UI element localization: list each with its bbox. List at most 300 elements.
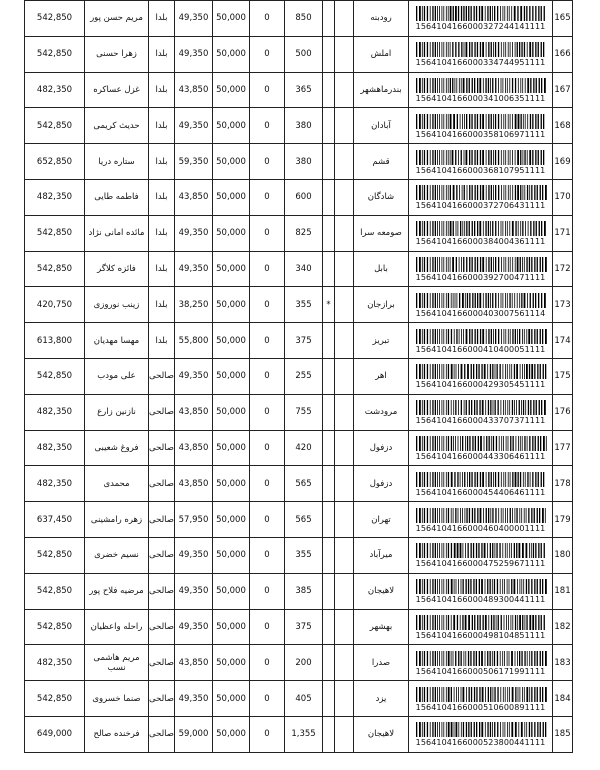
destination-city-cell: شادگان (354, 179, 409, 215)
distance-cell: 755 (285, 394, 323, 430)
total-amount-cell: 420,750 (25, 287, 85, 323)
sender-cell: صالحی (149, 716, 175, 752)
table-row (25, 179, 573, 215)
extra-amount-cell: 0 (250, 502, 285, 538)
base-amount-cell: 50,000 (213, 1, 250, 37)
distance-cell: 375 (285, 609, 323, 645)
row-number-cell: 171 (553, 215, 573, 251)
row-number-cell: 182 (553, 609, 573, 645)
sender-cell: بلدا (149, 179, 175, 215)
table-row (25, 36, 573, 72)
barcode-image (415, 257, 547, 272)
blank-cell (335, 716, 354, 752)
tracking-code-cell (409, 537, 553, 573)
tracking-code-cell (409, 323, 553, 359)
base-amount-cell: 50,000 (213, 645, 250, 681)
destination-city-cell: مرودشت (354, 394, 409, 430)
tracking-code-text: 1564104166000341006351111 (415, 93, 546, 103)
table-row (25, 108, 573, 144)
recipient-name-cell: فرخنده صالح (85, 716, 149, 752)
flag-mark-cell (323, 716, 335, 752)
barcode-image (415, 78, 547, 93)
sender-cell: صالحی (149, 573, 175, 609)
row-number-cell: 166 (553, 36, 573, 72)
destination-city-cell: رودبنه (354, 1, 409, 37)
tracking-code-cell (409, 72, 553, 108)
sender-cell: بلدا (149, 108, 175, 144)
net-amount-cell: 49,350 (175, 1, 213, 37)
row-number-cell: 169 (553, 144, 573, 180)
base-amount-cell: 50,000 (213, 108, 250, 144)
tracking-code-text: 1564104166000443306461111 (415, 451, 546, 461)
extra-amount-cell: 0 (250, 394, 285, 430)
base-amount-cell: 50,000 (213, 144, 250, 180)
distance-cell: 355 (285, 287, 323, 323)
extra-amount-cell: 0 (250, 573, 285, 609)
row-number-cell: 180 (553, 537, 573, 573)
recipient-name-cell: غزل عساکره (85, 72, 149, 108)
base-amount-cell: 50,000 (213, 716, 250, 752)
barcode-image (415, 722, 547, 737)
distance-cell: 565 (285, 466, 323, 502)
blank-cell (335, 36, 354, 72)
destination-city-cell: دزفول (354, 430, 409, 466)
flag-mark-cell (323, 108, 335, 144)
total-amount-cell: 542,850 (25, 1, 85, 37)
distance-cell: 1,355 (285, 716, 323, 752)
extra-amount-cell: 0 (250, 537, 285, 573)
recipient-name-cell: علی مودب (85, 358, 149, 394)
sender-cell: صالحی (149, 466, 175, 502)
recipient-name-cell: زهرا حسنی (85, 36, 149, 72)
row-number-cell: 175 (553, 358, 573, 394)
tracking-code-text: 1564104166000368107951111 (415, 165, 546, 175)
net-amount-cell: 59,350 (175, 144, 213, 180)
tracking-code-cell (409, 36, 553, 72)
base-amount-cell: 50,000 (213, 36, 250, 72)
total-amount-cell: 482,350 (25, 394, 85, 430)
row-number-cell: 176 (553, 394, 573, 430)
shipment-table-body (25, 1, 573, 753)
distance-cell: 600 (285, 179, 323, 215)
distance-cell: 200 (285, 645, 323, 681)
sender-cell: صالحی (149, 609, 175, 645)
table-row (25, 394, 573, 430)
destination-city-cell: بندرماهشهر (354, 72, 409, 108)
extra-amount-cell: 0 (250, 72, 285, 108)
tracking-code-text: 1564104166000475259671111 (415, 559, 546, 569)
distance-cell: 375 (285, 323, 323, 359)
distance-cell: 380 (285, 108, 323, 144)
net-amount-cell: 43,850 (175, 72, 213, 108)
blank-cell (335, 251, 354, 287)
total-amount-cell: 652,850 (25, 144, 85, 180)
recipient-name-cell: محمدی (85, 466, 149, 502)
flag-mark-cell (323, 609, 335, 645)
extra-amount-cell: 0 (250, 716, 285, 752)
tracking-code-text: 1564104166000358106971111 (415, 129, 546, 139)
barcode-image (415, 508, 547, 523)
barcode-image (415, 6, 547, 21)
table-row (25, 681, 573, 717)
barcode-image (415, 42, 547, 57)
sender-cell: بلدا (149, 287, 175, 323)
extra-amount-cell: 0 (250, 466, 285, 502)
tracking-code-text: 1564104166000429305451111 (415, 380, 546, 390)
row-number-cell: 178 (553, 466, 573, 502)
sender-cell: صالحی (149, 681, 175, 717)
destination-city-cell: دزفول (354, 466, 409, 502)
row-number-cell: 167 (553, 72, 573, 108)
distance-cell: 500 (285, 36, 323, 72)
blank-cell (335, 645, 354, 681)
row-number-cell: 168 (553, 108, 573, 144)
tracking-code-text: 1564104166000510600891111 (415, 702, 546, 712)
flag-mark-cell (323, 323, 335, 359)
distance-cell: 850 (285, 1, 323, 37)
barcode-image (415, 687, 547, 702)
base-amount-cell: 50,000 (213, 502, 250, 538)
row-number-cell: 181 (553, 573, 573, 609)
recipient-name-cell: صنما خسروی (85, 681, 149, 717)
tracking-code-text: 1564104166000498104851111 (415, 630, 546, 640)
total-amount-cell: 482,350 (25, 72, 85, 108)
flag-mark-cell (323, 645, 335, 681)
net-amount-cell: 43,850 (175, 179, 213, 215)
tracking-code-text: 1564104166000523800441111 (415, 738, 546, 748)
distance-cell: 825 (285, 215, 323, 251)
tracking-code-cell (409, 215, 553, 251)
barcode-image (415, 615, 547, 630)
table-row (25, 573, 573, 609)
flag-mark-cell (323, 502, 335, 538)
extra-amount-cell: 0 (250, 108, 285, 144)
tracking-code-text: 1564104166000454406461111 (415, 487, 546, 497)
net-amount-cell: 49,350 (175, 358, 213, 394)
tracking-code-cell (409, 144, 553, 180)
net-amount-cell: 43,850 (175, 466, 213, 502)
base-amount-cell: 50,000 (213, 394, 250, 430)
tracking-code-cell (409, 502, 553, 538)
table-row (25, 537, 573, 573)
sender-cell: صالحی (149, 537, 175, 573)
distance-cell: 255 (285, 358, 323, 394)
extra-amount-cell: 0 (250, 1, 285, 37)
blank-cell (335, 466, 354, 502)
table-row (25, 466, 573, 502)
sender-cell: بلدا (149, 323, 175, 359)
sender-cell: بلدا (149, 144, 175, 180)
base-amount-cell: 50,000 (213, 358, 250, 394)
tracking-code-text: 1564104166000392700471111 (415, 272, 546, 282)
flag-mark-cell (323, 72, 335, 108)
destination-city-cell: تهران (354, 502, 409, 538)
net-amount-cell: 55,800 (175, 323, 213, 359)
net-amount-cell: 49,350 (175, 609, 213, 645)
recipient-name-cell: مائده امانی نژاد (85, 215, 149, 251)
row-number-cell: 170 (553, 179, 573, 215)
sender-cell: صالحی (149, 502, 175, 538)
total-amount-cell: 482,350 (25, 645, 85, 681)
total-amount-cell: 542,850 (25, 215, 85, 251)
destination-city-cell: لاهیجان (354, 573, 409, 609)
total-amount-cell: 542,850 (25, 537, 85, 573)
sender-cell: بلدا (149, 36, 175, 72)
total-amount-cell: 613,800 (25, 323, 85, 359)
barcode-image (415, 543, 547, 558)
total-amount-cell: 649,000 (25, 716, 85, 752)
tracking-code-cell (409, 1, 553, 37)
net-amount-cell: 43,850 (175, 645, 213, 681)
flag-mark-cell (323, 430, 335, 466)
distance-cell: 565 (285, 502, 323, 538)
base-amount-cell: 50,000 (213, 287, 250, 323)
total-amount-cell: 542,850 (25, 251, 85, 287)
tracking-code-cell (409, 573, 553, 609)
table-row (25, 251, 573, 287)
blank-cell (335, 609, 354, 645)
recipient-name-cell: نسیم خضری (85, 537, 149, 573)
sender-cell: بلدا (149, 215, 175, 251)
table-row (25, 716, 573, 752)
net-amount-cell: 38,250 (175, 287, 213, 323)
tracking-code-cell (409, 287, 553, 323)
tracking-code-text: 1564104166000506171991111 (415, 666, 546, 676)
recipient-name-cell: زینب نوروزی (85, 287, 149, 323)
total-amount-cell: 542,850 (25, 681, 85, 717)
tracking-code-text: 1564104166000384004361111 (415, 237, 546, 247)
total-amount-cell: 482,350 (25, 179, 85, 215)
extra-amount-cell: 0 (250, 287, 285, 323)
destination-city-cell: املش (354, 36, 409, 72)
blank-cell (335, 681, 354, 717)
distance-cell: 365 (285, 72, 323, 108)
total-amount-cell: 542,850 (25, 108, 85, 144)
base-amount-cell: 50,000 (213, 251, 250, 287)
barcode-image (415, 114, 547, 129)
total-amount-cell: 542,850 (25, 609, 85, 645)
total-amount-cell: 637,450 (25, 502, 85, 538)
base-amount-cell: 50,000 (213, 573, 250, 609)
recipient-name-cell: فاطمه طایی (85, 179, 149, 215)
flag-mark-cell (323, 251, 335, 287)
barcode-image (415, 364, 547, 379)
tracking-code-text: 1564104166000372706431111 (415, 201, 546, 211)
table-row (25, 1, 573, 37)
distance-cell: 420 (285, 430, 323, 466)
base-amount-cell: 50,000 (213, 323, 250, 359)
total-amount-cell: 542,850 (25, 573, 85, 609)
distance-cell: 355 (285, 537, 323, 573)
extra-amount-cell: 0 (250, 36, 285, 72)
destination-city-cell: بهشهر (354, 609, 409, 645)
barcode-image (415, 221, 547, 236)
table-row (25, 502, 573, 538)
flag-mark-cell (323, 681, 335, 717)
row-number-cell: 179 (553, 502, 573, 538)
extra-amount-cell: 0 (250, 645, 285, 681)
total-amount-cell: 482,350 (25, 466, 85, 502)
blank-cell (335, 287, 354, 323)
tracking-code-cell (409, 430, 553, 466)
net-amount-cell: 57,950 (175, 502, 213, 538)
base-amount-cell: 50,000 (213, 609, 250, 645)
tracking-code-cell (409, 716, 553, 752)
row-number-cell: 177 (553, 430, 573, 466)
row-number-cell: 172 (553, 251, 573, 287)
table-row (25, 430, 573, 466)
recipient-name-cell: راحله واعظیان (85, 609, 149, 645)
tracking-code-cell (409, 645, 553, 681)
destination-city-cell: لاهیجان (354, 716, 409, 752)
tracking-code-cell (409, 466, 553, 502)
row-number-cell: 184 (553, 681, 573, 717)
table-row (25, 215, 573, 251)
destination-city-cell: بابل (354, 251, 409, 287)
net-amount-cell: 43,850 (175, 430, 213, 466)
base-amount-cell: 50,000 (213, 179, 250, 215)
base-amount-cell: 50,000 (213, 466, 250, 502)
recipient-name-cell: مهسا مهدیان (85, 323, 149, 359)
table-row (25, 358, 573, 394)
extra-amount-cell: 0 (250, 430, 285, 466)
sender-cell: صالحی (149, 358, 175, 394)
barcode-image (415, 436, 547, 451)
net-amount-cell: 49,350 (175, 108, 213, 144)
blank-cell (335, 179, 354, 215)
flag-mark-cell: * (323, 287, 335, 323)
blank-cell (335, 358, 354, 394)
tracking-code-text: 1564104166000334744951111 (415, 58, 546, 68)
net-amount-cell: 49,350 (175, 573, 213, 609)
base-amount-cell: 50,000 (213, 430, 250, 466)
extra-amount-cell: 0 (250, 609, 285, 645)
recipient-name-cell: زهره رامشینی (85, 502, 149, 538)
table-row (25, 323, 573, 359)
barcode-image (415, 185, 547, 200)
blank-cell (335, 72, 354, 108)
tracking-code-text: 1564104166000410400051111 (415, 344, 546, 354)
net-amount-cell: 49,350 (175, 215, 213, 251)
extra-amount-cell: 0 (250, 251, 285, 287)
extra-amount-cell: 0 (250, 323, 285, 359)
table-row (25, 72, 573, 108)
flag-mark-cell (323, 36, 335, 72)
extra-amount-cell: 0 (250, 215, 285, 251)
tracking-code-text: 1564104166000403007561114 (415, 308, 546, 318)
extra-amount-cell: 0 (250, 358, 285, 394)
recipient-name-cell: نازنین زارع (85, 394, 149, 430)
blank-cell (335, 573, 354, 609)
destination-city-cell: صدرا (354, 645, 409, 681)
net-amount-cell: 49,350 (175, 681, 213, 717)
extra-amount-cell: 0 (250, 144, 285, 180)
net-amount-cell: 43,850 (175, 394, 213, 430)
row-number-cell: 174 (553, 323, 573, 359)
row-number-cell: 185 (553, 716, 573, 752)
tracking-code-text: 1564104166000460400001111 (415, 523, 546, 533)
barcode-image (415, 400, 547, 415)
net-amount-cell: 49,350 (175, 537, 213, 573)
base-amount-cell: 50,000 (213, 72, 250, 108)
row-number-cell: 165 (553, 1, 573, 37)
tracking-code-text: 1564104166000489300441111 (415, 595, 546, 605)
distance-cell: 385 (285, 573, 323, 609)
net-amount-cell: 59,000 (175, 716, 213, 752)
barcode-image (415, 150, 547, 165)
tracking-code-cell (409, 358, 553, 394)
extra-amount-cell: 0 (250, 681, 285, 717)
tracking-code-text: 1564104166000433707371111 (415, 416, 546, 426)
flag-mark-cell (323, 394, 335, 430)
tracking-code-cell (409, 394, 553, 430)
destination-city-cell: تبریز (354, 323, 409, 359)
total-amount-cell: 542,850 (25, 36, 85, 72)
barcode-image (415, 472, 547, 487)
table-row (25, 645, 573, 681)
extra-amount-cell: 0 (250, 179, 285, 215)
flag-mark-cell (323, 466, 335, 502)
net-amount-cell: 49,350 (175, 36, 213, 72)
sender-cell: بلدا (149, 251, 175, 287)
destination-city-cell: یزد (354, 681, 409, 717)
destination-city-cell: برازجان (354, 287, 409, 323)
base-amount-cell: 50,000 (213, 537, 250, 573)
blank-cell (335, 502, 354, 538)
flag-mark-cell (323, 537, 335, 573)
base-amount-cell: 50,000 (213, 681, 250, 717)
flag-mark-cell (323, 179, 335, 215)
flag-mark-cell (323, 573, 335, 609)
tracking-code-cell (409, 681, 553, 717)
sender-cell: بلدا (149, 1, 175, 37)
base-amount-cell: 50,000 (213, 215, 250, 251)
blank-cell (335, 144, 354, 180)
tracking-code-cell (409, 179, 553, 215)
distance-cell: 405 (285, 681, 323, 717)
destination-city-cell: اهر (354, 358, 409, 394)
recipient-name-cell: مریم حسن پور (85, 1, 149, 37)
blank-cell (335, 323, 354, 359)
sender-cell: بلدا (149, 72, 175, 108)
recipient-name-cell: مرضیه فلاح پور (85, 573, 149, 609)
blank-cell (335, 394, 354, 430)
destination-city-cell: صومعه سرا (354, 215, 409, 251)
sender-cell: صالحی (149, 645, 175, 681)
table-row (25, 287, 573, 323)
distance-cell: 380 (285, 144, 323, 180)
destination-city-cell: آبادان (354, 108, 409, 144)
net-amount-cell: 49,350 (175, 251, 213, 287)
shipment-table (24, 0, 573, 753)
table-row (25, 609, 573, 645)
tracking-code-cell (409, 251, 553, 287)
blank-cell (335, 108, 354, 144)
barcode-image (415, 293, 547, 308)
barcode-image (415, 329, 547, 344)
row-number-cell: 183 (553, 645, 573, 681)
total-amount-cell: 542,850 (25, 358, 85, 394)
destination-city-cell: میرآباد (354, 537, 409, 573)
destination-city-cell: قشم (354, 144, 409, 180)
tracking-code-cell (409, 609, 553, 645)
flag-mark-cell (323, 358, 335, 394)
sender-cell: صالحی (149, 394, 175, 430)
blank-cell (335, 1, 354, 37)
blank-cell (335, 537, 354, 573)
flag-mark-cell (323, 1, 335, 37)
recipient-name-cell: حدیث کریمی (85, 108, 149, 144)
